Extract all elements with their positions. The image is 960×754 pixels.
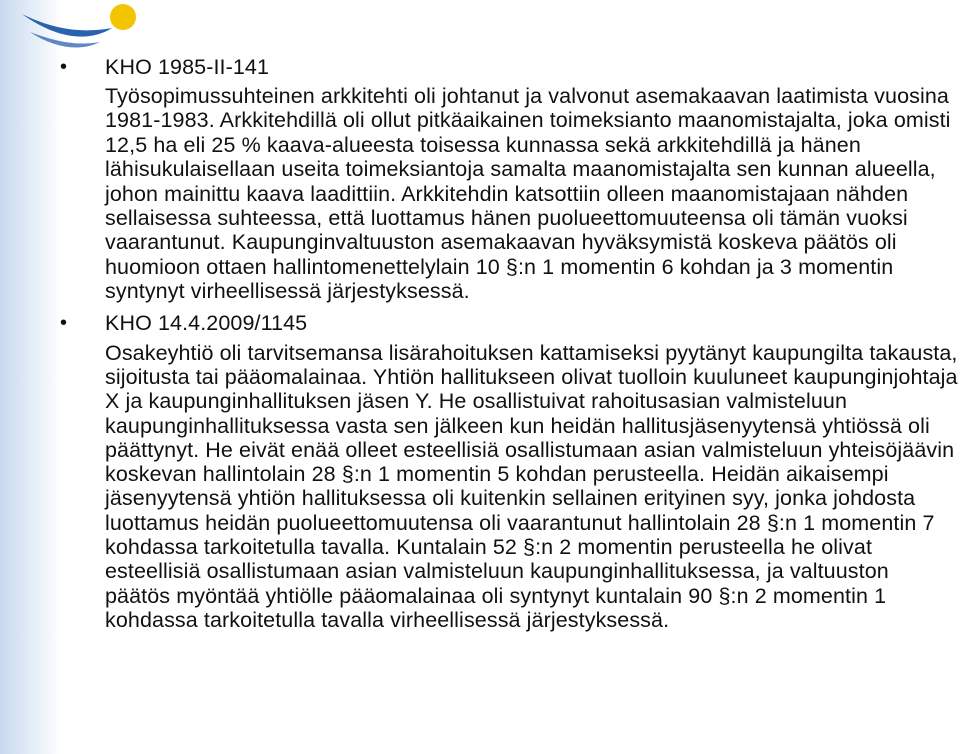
bullet-icon: • bbox=[60, 56, 68, 78]
case-description: Työsopimussuhteinen arkkitehti oli johtanut ja valvonut asemakaavan laatimista vuosina 1981-1983. Arkkitehdillä oli ollut pitkäaikainen toimeksianto maanomistajalta, joka omisti 12,5 ha eli 25 % kaava-alueesta toisessa kunnassa sekä arkkitehdillä ja hänen lähisukulaisellaan useita toimeksiantoja samalta maanomistajalta sen kunnan alueella, johon mainittu kaava laadittiin. Arkkitehdin katsottiin olleen maanomistajaan nähden sellaisessa suhteessa, että luottamus hänen puolueettomuuteensa oli tämän vuoksi vaarantunut. Kaupunginvaltuuston asemakaavan hyväksymistä koskeva päätös oli huomioon ottaen hallintomenettelylain 10 §:n 1 momentin 6 kohdan ja 3 momentin syntynyt virheellisessä järjestyksessä. bbox=[105, 84, 951, 304]
case-description: Osakeyhtiö oli tarvitsemansa lisärahoituksen kattamiseksi pyytänyt kaupungilta takausta, sijoitusta tai pääomalainaa. Yhtiön hallitukseen olivat tuolloin kuuluneet kaupunginjohtaja X ja kaupunginhallituksen jäsen Y. He osallistuivat rahoitusasian valmisteluun kaupunginhallituksessa vasta sen jälkeen kun heidän hallitusjäsenyytensä yhtiössä oli päättynyt. He eivät enää olleet esteellisiä osallistumaan asian valmisteluun yhteisöjäävin koskevan hallintolain 28 §:n 1 momentin 5 kohdan perusteella. Heidän aikaisempi jäsenyytensä yhtiön hallituksessa oli kuitenkin sellainen erityinen syy, jonka johdosta luottamus heidän puolueettomuutensa oli vaarantunut hallintolain 28 §:n 1 momentin 7 kohdassa tarkoitetulla tavalla. Kuntalain 52 §:n 2 momentin perusteella he olivat esteellisiä osallistumaan asian valmisteluun kaupunginhallituksessa, ja valtuuston päätös myöntää yhtiölle pääomalainaa oli syntynyt kuntalain 90 §:n 2 momentin 1 kohdassa tarkoitetulla tavalla virheellisessä järjestyksessä. bbox=[105, 340, 958, 632]
case-heading: KHO 1985-II-141 bbox=[105, 55, 270, 79]
left-decorative-band bbox=[0, 0, 62, 754]
case-item bbox=[60, 55, 960, 304]
case-heading: KHO 14.4.2009/1145 bbox=[105, 310, 308, 335]
slide-content bbox=[60, 55, 960, 632]
bullet-icon: • bbox=[60, 311, 68, 334]
case-item bbox=[60, 311, 960, 633]
